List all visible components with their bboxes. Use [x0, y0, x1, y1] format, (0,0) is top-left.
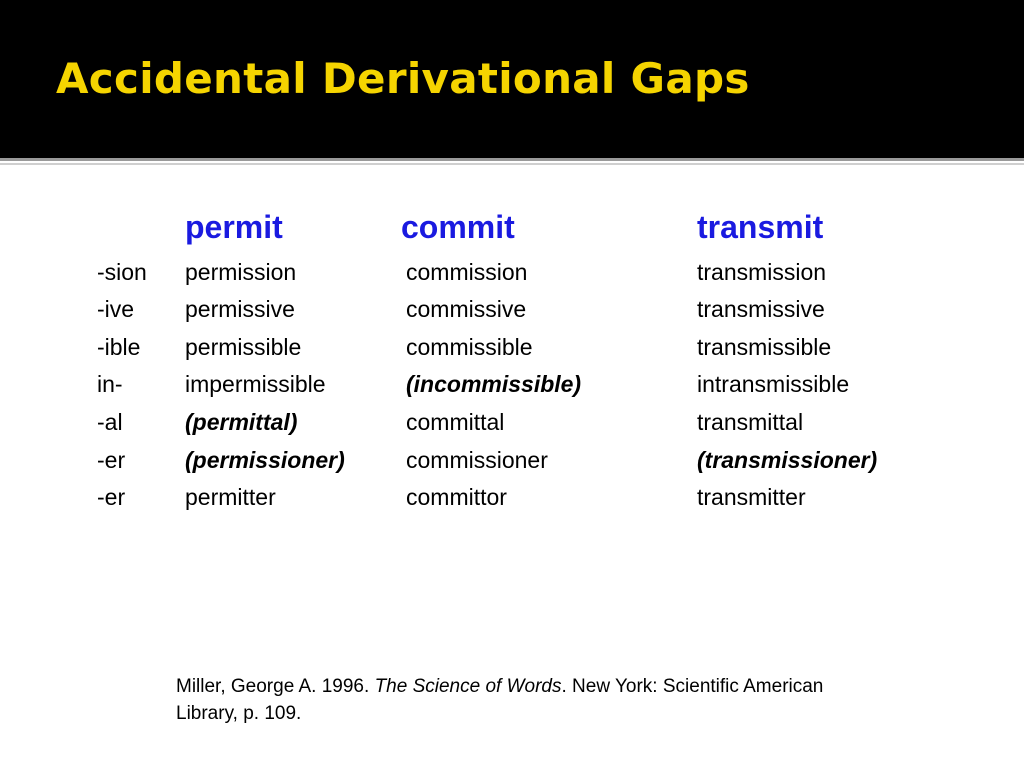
citation-author: Miller, George A. 1996.	[176, 676, 375, 697]
table-cell: commissioner	[406, 447, 548, 473]
affix-label: -ible	[97, 334, 141, 360]
table-cell-gap: (permissioner)	[185, 447, 345, 473]
table-cell: commissible	[406, 334, 533, 360]
column-header-transmit: transmit	[697, 209, 824, 245]
affix-label: -ive	[97, 296, 135, 322]
table-cell: transmissive	[697, 296, 825, 322]
citation-book-title: The Science of Words	[374, 676, 562, 697]
table-cell: transmitter	[697, 484, 806, 510]
affix-label: -er	[97, 484, 126, 510]
table-cell: permissible	[185, 334, 302, 360]
table-cell-gap: (transmissioner)	[697, 447, 878, 473]
column-header-commit: commit	[401, 209, 515, 245]
column-header-permit: permit	[185, 209, 283, 245]
citation-publisher: . New York: Scientific American Library, p. 109.	[176, 676, 824, 724]
table-cell: permitter	[185, 484, 276, 510]
table-cell: committor	[406, 484, 507, 510]
divider-line	[0, 158, 1024, 161]
title-bar	[0, 0, 1024, 158]
table-cell: committal	[406, 409, 505, 435]
table-cell-gap: (permittal)	[185, 409, 298, 435]
table-cell: transmissible	[697, 334, 832, 360]
table-cell: transmittal	[697, 409, 804, 435]
affix-label: -er	[97, 447, 126, 473]
table-cell: commissive	[406, 296, 527, 322]
table-cell-gap: (incommissible)	[406, 371, 582, 397]
affix-label: -al	[97, 409, 123, 435]
table-cell: intransmissible	[697, 371, 850, 397]
table-cell: transmission	[697, 259, 827, 285]
affix-label: in-	[97, 371, 123, 397]
citation	[176, 673, 876, 727]
slide-title: Accidental Derivational Gaps	[56, 54, 750, 103]
table-cell: commission	[406, 259, 528, 285]
table-cell: permission	[185, 259, 297, 285]
table-cell: permissive	[185, 296, 295, 322]
table-cell: impermissible	[185, 371, 326, 397]
divider-line-secondary	[0, 163, 1024, 165]
affix-label: -sion	[97, 259, 147, 285]
